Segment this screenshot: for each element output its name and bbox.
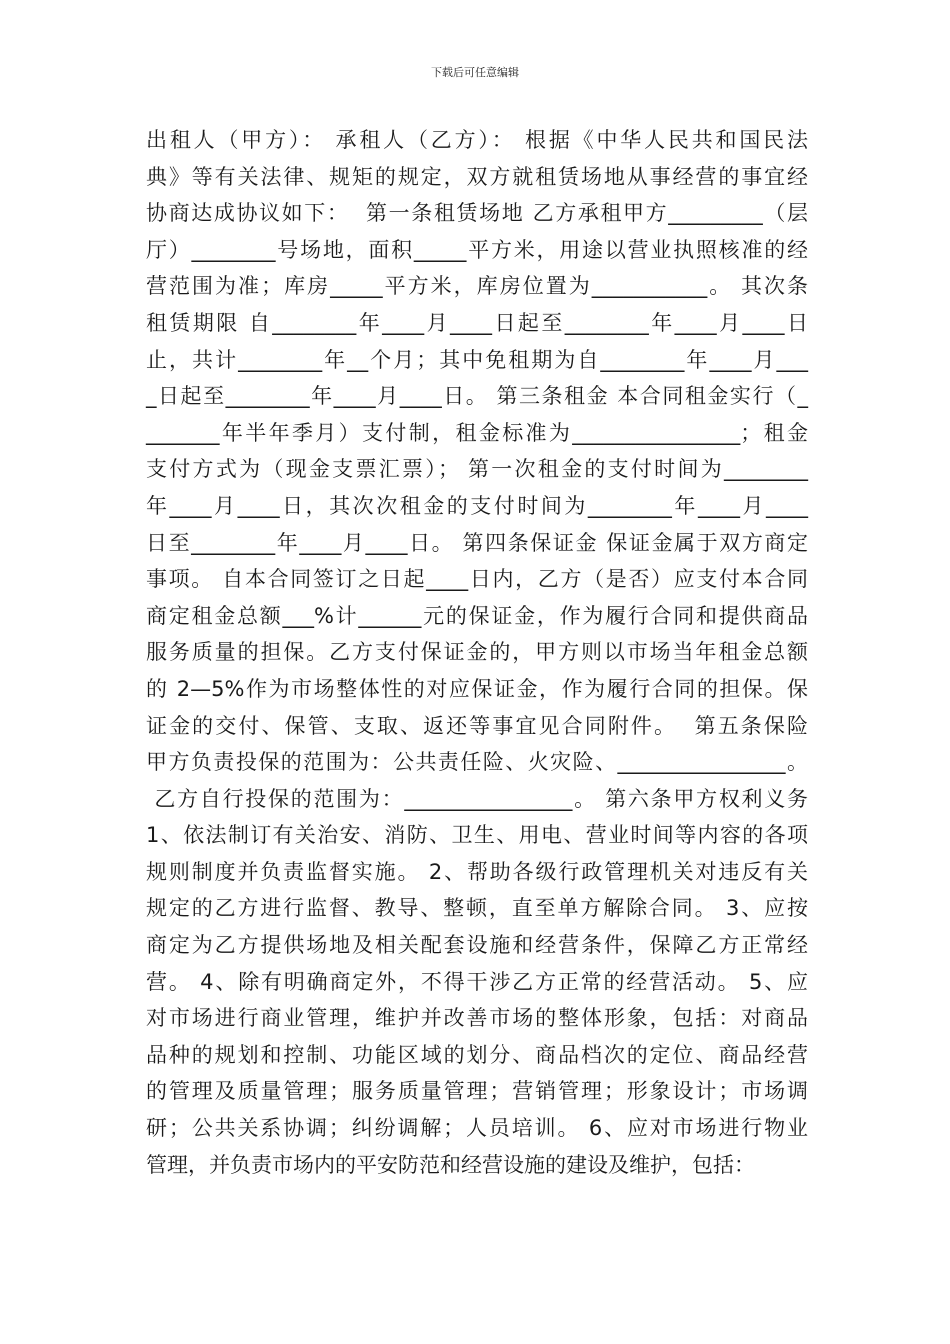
text-line: 品种的规划和控制、功能区域的划分、商品档次的定位、商品经营 [146,1042,808,1067]
text-line: 商定租金总额___%计______元的保证金，作为履行合同和提供商品 [146,603,808,628]
text-line: 规定的乙方进行监督、教导、整顿，直至单方解除合同。 3、应按 [146,896,808,921]
text-line: 研；公共关系协调；纠纷调解；人员培训。 6、应对市场进行物业 [146,1116,808,1141]
text-line: 营范围为准；库房_____平方米，库房位置为___________。 其次条 [146,274,808,299]
text-line: 证金的交付、保管、支取、返还等事宜见合同附件。 第五条保险 [146,713,808,738]
text-line: 租赁期限 自________年____月____日起至________年____月____日 [146,310,808,335]
text-line: 1、依法制订有关治安、消防、卫生、用电、营业时间等内容的各项 [146,823,808,848]
text-line: 营。 4、除有明确商定外，不得干涉乙方正常的经营活动。 5、应 [146,969,808,994]
text-line: 协商达成协议如下： 第一条租赁场地 乙方承租甲方_________（层 [146,201,808,226]
text-line: 管理，并负责市场内的平安防范和经营设施的建设及维护，包括： [146,1152,755,1177]
text-line: _日起至________年____月____日。 第三条租金 本合同租金实行（_ [146,384,808,409]
text-line: 甲方负责投保的范围为：公共责任险、火灾险、________________。 [146,750,808,775]
text-line: 典》等有关法律、规矩的规定，双方就租赁场地从事经营的事宜经 [146,164,808,189]
text-line: 商定为乙方提供场地及相关配套设施和经营条件，保障乙方正常经 [146,933,808,958]
text-line: 日至________年____月____日。 第四条保证金 保证金属于双方商定 [146,530,808,555]
text-line: 支付方式为（现金支票汇票）； 第一次租金的支付时间为________ [146,457,808,482]
text-line: 服务质量的担保。乙方支付保证金的，甲方则以市场当年租金总额 [146,640,808,665]
text-line: 乙方自行投保的范围为：________________。 第六条甲方权利义务 [146,786,808,811]
text-line: 的管理及质量管理；服务质量管理；营销管理；形象设计；市场调 [146,1079,808,1104]
text-line: 止，共计________年__个月；其中免租期为自________年____月___ [146,347,808,372]
page-header: 下载后可任意编辑 [431,66,519,79]
text-line: 厅）________号场地，面积_____平方米，用途以营业执照核准的经 [146,237,808,262]
text-line: 对市场进行商业管理，维护并改善市场的整体形象，包括：对商品 [146,1006,808,1031]
text-line: 事项。 自本合同签订之日起____日内，乙方（是否）应支付本合同 [146,567,808,592]
text-line: _______年半年季月）支付制，租金标准为________________；租金 [146,420,808,445]
text-line: 的 2—5%作为市场整体性的对应保证金，作为履行合同的担保。保 [146,676,808,701]
text-line: 规则制度并负责监督实施。 2、帮助各级行政管理机关对违反有关 [146,859,808,884]
text-line: 年____月____日，其次次租金的支付时间为________年____月____ [146,493,808,518]
text-line: 出租人（甲方）： 承租人（乙方）： 根据《中华人民共和国民法 [146,128,808,152]
contract-body [146,122,808,1183]
